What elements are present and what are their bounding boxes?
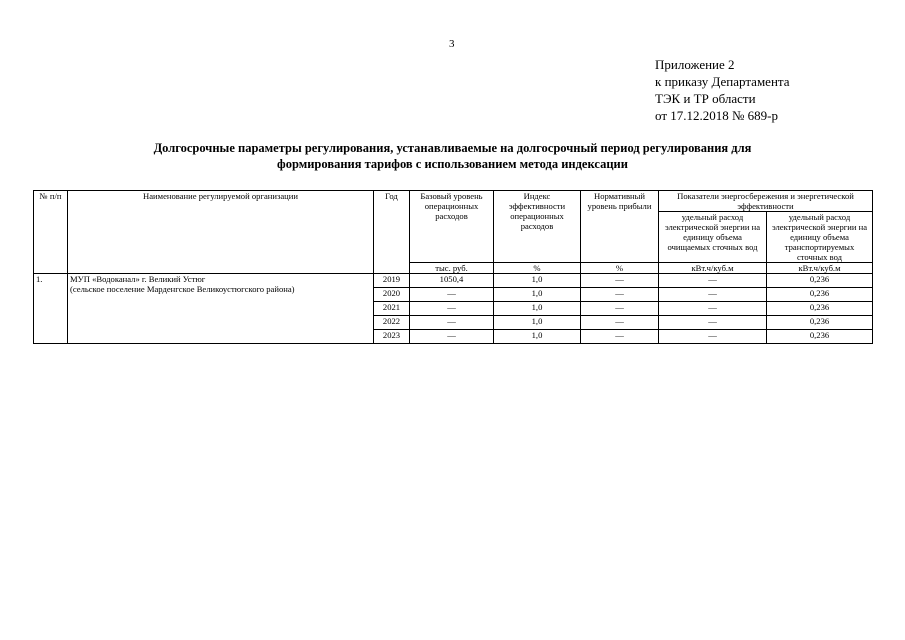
table-row <box>34 274 873 288</box>
cell-energy-b: 0,236 <box>767 288 873 302</box>
col-header-year: Год <box>374 191 410 274</box>
title-line: формирования тарифов с использованием метода индексации <box>277 157 628 171</box>
page-number: 3 <box>449 38 455 50</box>
col-header-energy-group: Показатели энергосбережения и энергетической эффективности <box>659 191 873 212</box>
org-name-line: МУП «Водоканал» г. Великий Устюг <box>70 274 206 284</box>
title-line: Долгосрочные параметры регулирования, устанавливаемые на долгосрочный период регулирования для <box>153 141 752 155</box>
col-header-profit: Нормативный уровень прибыли <box>581 191 659 263</box>
appendix-line: к приказу Департамента <box>655 74 790 89</box>
cell-year: 2020 <box>374 288 410 302</box>
col-header-base: Базовый уровень операционных расходов <box>410 191 494 263</box>
col-header-name: Наименование регулируемой организации <box>68 191 374 274</box>
cell-profit: — <box>581 316 659 330</box>
appendix-line: от 17.12.2018 № 689-р <box>655 108 778 123</box>
cell-base: — <box>410 330 494 344</box>
cell-energy-a: — <box>659 288 767 302</box>
cell-energy-a: — <box>659 274 767 288</box>
cell-base: — <box>410 316 494 330</box>
unit-energy-a: кВт.ч/куб.м <box>659 263 767 274</box>
cell-year: 2023 <box>374 330 410 344</box>
cell-base: — <box>410 302 494 316</box>
cell-profit: — <box>581 302 659 316</box>
unit-base: тыс. руб. <box>410 263 494 274</box>
cell-base: — <box>410 288 494 302</box>
cell-year: 2022 <box>374 316 410 330</box>
cell-year: 2019 <box>374 274 410 288</box>
appendix-line: Приложение 2 <box>655 57 735 72</box>
unit-index: % <box>494 263 581 274</box>
cell-profit: — <box>581 274 659 288</box>
cell-energy-b: 0,236 <box>767 274 873 288</box>
cell-index: 1,0 <box>494 288 581 302</box>
cell-energy-b: 0,236 <box>767 302 873 316</box>
cell-energy-b: 0,236 <box>767 316 873 330</box>
unit-profit: % <box>581 263 659 274</box>
header-row <box>34 191 873 212</box>
document-title <box>40 140 865 172</box>
appendix-block <box>655 56 790 124</box>
unit-energy-b: кВт.ч/куб.м <box>767 263 873 274</box>
col-header-index: Индекс эффективности операционных расходов <box>494 191 581 263</box>
cell-year: 2021 <box>374 302 410 316</box>
cell-profit: — <box>581 330 659 344</box>
cell-energy-a: — <box>659 302 767 316</box>
col-header-energy-a: удельный расход электрической энергии на единицу объема очищаемых сточных вод <box>659 212 767 263</box>
cell-index: 1,0 <box>494 330 581 344</box>
cell-index: 1,0 <box>494 316 581 330</box>
cell-base: 1050,4 <box>410 274 494 288</box>
cell-energy-b: 0,236 <box>767 330 873 344</box>
cell-profit: — <box>581 288 659 302</box>
org-name-line: (сельское поселение Марденгское Великоустюгского района) <box>70 284 295 294</box>
org-number: 1. <box>34 274 68 344</box>
parameters-table <box>33 190 873 344</box>
cell-index: 1,0 <box>494 274 581 288</box>
cell-energy-a: — <box>659 330 767 344</box>
col-header-energy-b: удельный расход электрической энергии на единицу объема транспортируемых сточных вод <box>767 212 873 263</box>
cell-energy-a: — <box>659 316 767 330</box>
org-name <box>68 274 374 344</box>
cell-index: 1,0 <box>494 302 581 316</box>
col-header-num: № п/п <box>34 191 68 274</box>
appendix-line: ТЭК и ТР области <box>655 91 756 106</box>
